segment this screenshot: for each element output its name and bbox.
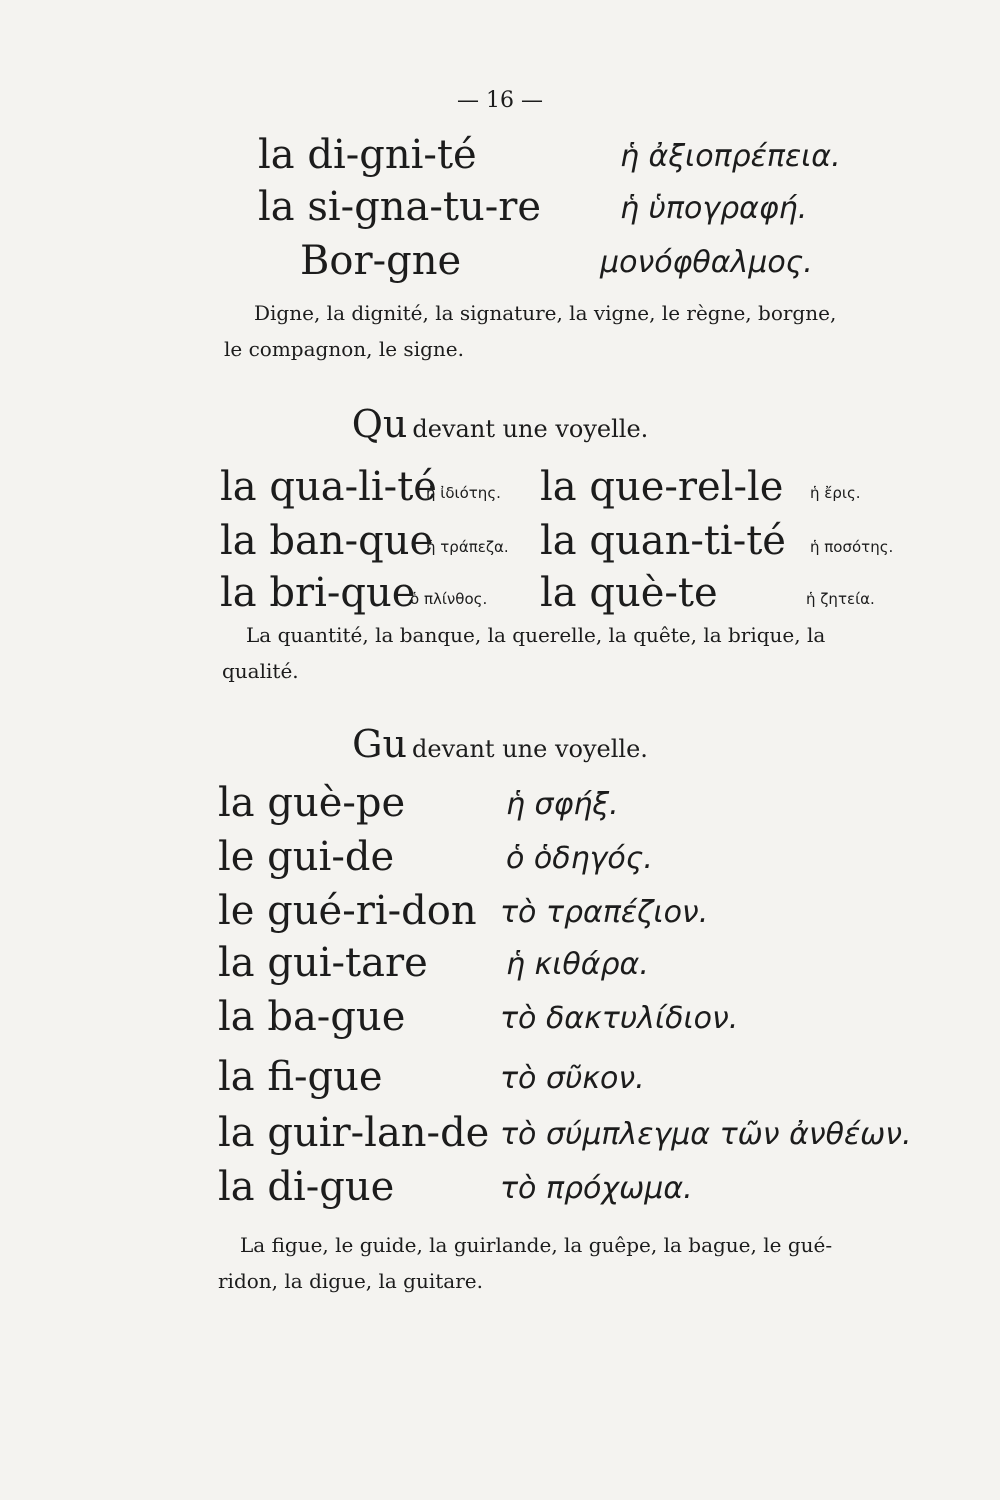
vocab-french: la ba-gue — [218, 994, 406, 1040]
vocab-greek: τὸ σῦκον. — [500, 1061, 645, 1096]
vocab-greek: τὸ τραπέζιον. — [500, 895, 709, 930]
vocab-french: la ban-que — [220, 518, 434, 564]
vocab-greek: ἡ σφήξ. — [506, 787, 619, 822]
vocab-french: la bri-que — [220, 570, 416, 616]
vocab-greek: ἡ ὑπογραφή. — [620, 191, 808, 226]
vocab-french: le gué-ri-don — [218, 888, 477, 934]
vocab-french: le gui-de — [218, 834, 395, 880]
vocab-french: Bor-gne — [300, 238, 462, 284]
vocab-french: la què-te — [540, 570, 718, 616]
vocab-french: la que-rel-le — [540, 464, 784, 510]
paragraph-line: qualité. — [222, 659, 299, 683]
heading-text: devant une voyelle. — [412, 415, 649, 443]
vocab-french: la di-gue — [218, 1164, 395, 1210]
vocab-french: la guè-pe — [218, 780, 406, 826]
section-heading — [0, 402, 1000, 446]
heading-text: devant une voyelle. — [412, 735, 648, 763]
vocab-french: la si-gna-tu-re — [258, 184, 542, 230]
vocab-greek: ὁ πλίνθος. — [410, 590, 488, 608]
vocab-greek: ἡ ποσότης. — [810, 538, 894, 556]
paragraph-line: le compagnon, le signe. — [224, 337, 464, 361]
page-number: — 16 — — [457, 88, 543, 113]
vocab-french: la qua-li-té — [220, 464, 437, 510]
vocab-french: la quan-ti-té — [540, 518, 786, 564]
vocab-greek: ὁ ὁδηγός. — [506, 841, 653, 876]
vocab-greek: ἡ ζητεία. — [806, 590, 875, 608]
vocab-french: la guir-lan-de — [218, 1110, 490, 1156]
vocab-greek: τὸ πρόχωμα. — [500, 1171, 693, 1206]
vocab-french: la gui-tare — [218, 940, 428, 986]
vocab-greek: τὸ σύμπλεγμα τῶν ἀνθέων. — [500, 1117, 912, 1152]
paragraph-line: La figue, le guide, la guirlande, la guêpe, la bague, le gué- — [240, 1233, 833, 1257]
heading-letters: Qu — [351, 402, 408, 446]
section-heading — [0, 722, 1000, 766]
vocab-greek: μονόφθαλμος. — [600, 245, 813, 280]
vocab-greek: ἡ ἰδιότης. — [426, 484, 501, 502]
paragraph-line: Digne, la dignité, la signature, la vigne, le règne, borgne, — [254, 301, 837, 325]
heading-letters: Gu — [352, 722, 407, 766]
vocab-greek: τὸ δακτυλίδιον. — [500, 1001, 739, 1036]
vocab-greek: ἡ κιθάρα. — [506, 947, 649, 982]
vocab-french: la di-gni-té — [258, 132, 477, 178]
vocab-greek: ἡ ἔρις. — [810, 484, 861, 502]
vocab-greek: ἡ τράπεζα. — [426, 538, 509, 556]
paragraph-line: La quantité, la banque, la querelle, la quête, la brique, la — [246, 623, 826, 647]
paragraph-line: ridon, la digue, la guitare. — [218, 1269, 483, 1293]
vocab-french: la fi-gue — [218, 1054, 383, 1100]
vocab-greek: ἡ ἀξιοπρέπεια. — [620, 139, 841, 174]
